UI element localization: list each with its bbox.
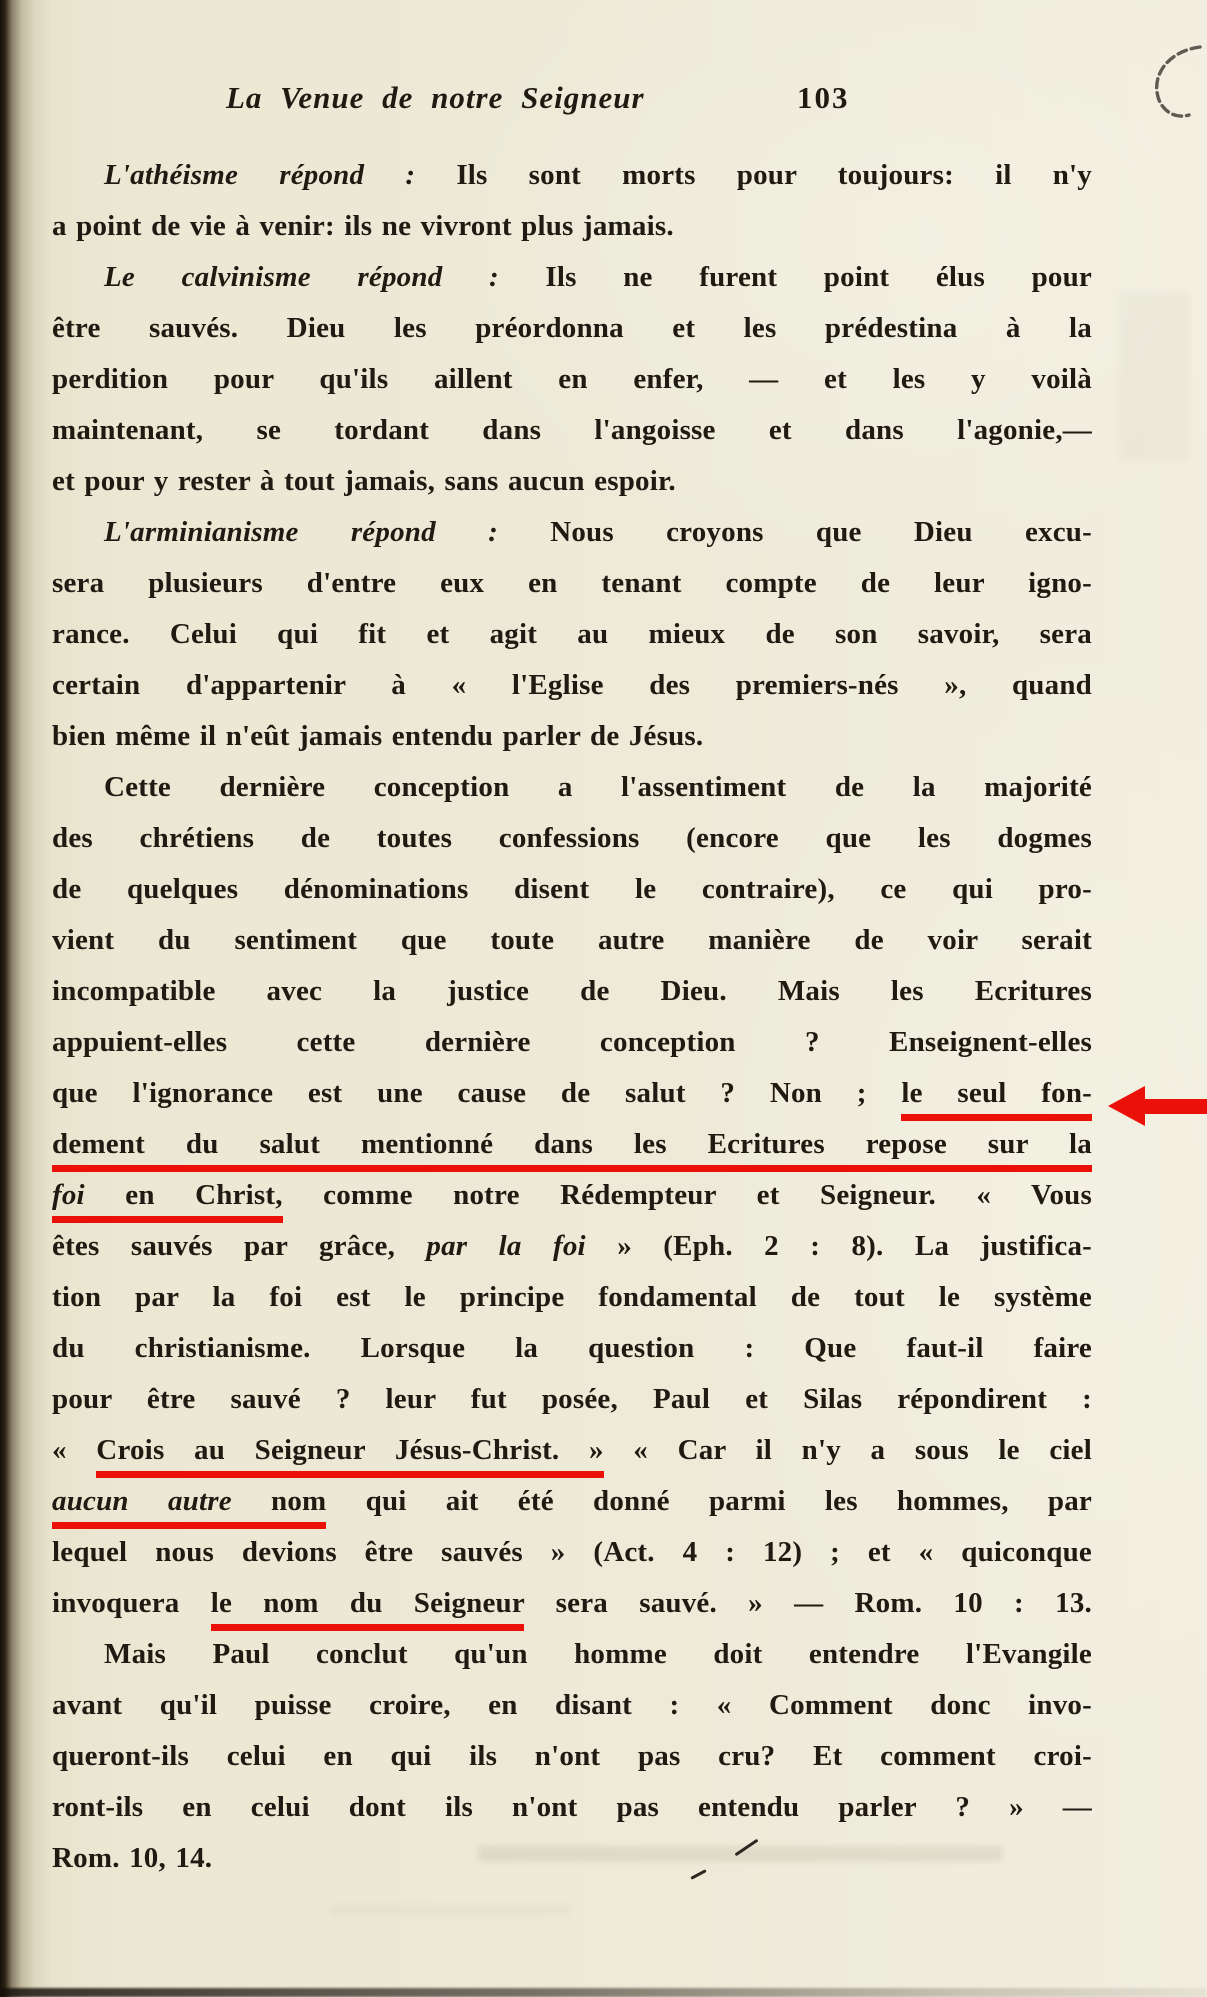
text-segment: Le calvinisme répond : [104, 261, 546, 293]
text-segment: être sauvés. Dieu les préordonna et les prédestina à la [52, 312, 1092, 344]
text-segment: comme notre Rédempteur et Seigneur. « Vous [282, 1179, 1092, 1211]
text-line [52, 201, 1092, 252]
text-segment: ront-ils en celui dont ils n'ont pas entendu parler ? » — [52, 1791, 1092, 1823]
ink-bleedthrough [1118, 292, 1190, 462]
text-segment: pour être sauvé ? leur fut posée, Paul et Silas répondirent : [52, 1383, 1092, 1415]
text-line [52, 405, 1092, 456]
text-line [52, 1017, 1092, 1068]
text-segment: perdition pour qu'ils aillent en enfer, — et les y voilà [52, 363, 1092, 395]
text-line [52, 150, 1092, 201]
text-segment: des chrétiens de toutes confessions (encore que les dogmes [52, 822, 1092, 854]
red-arrow-annotation [1108, 1084, 1207, 1128]
text-line [52, 864, 1092, 915]
text-segment: et pour y rester à tout jamais, sans aucun espoir. [52, 465, 676, 497]
text-line [52, 507, 1092, 558]
text-segment: de quelques dénominations disent le contraire), ce qui pro- [52, 873, 1092, 905]
text-line [52, 762, 1092, 813]
red-underlined-text: aucun autre [52, 1485, 232, 1529]
paragraph [52, 762, 1092, 1629]
text-line [52, 1476, 1092, 1527]
red-underlined-text: dement du salut mentionné dans les Ecritures repose sur la [52, 1128, 1092, 1172]
text-segment: qui ait été donné parmi les hommes, par [326, 1485, 1092, 1517]
text-segment: avant qu'il puisse croire, en disant : « Comment donc invo- [52, 1689, 1092, 1721]
text-line [52, 1272, 1092, 1323]
text-segment: que l'ignorance est une cause de salut ? Non ; [52, 1077, 902, 1109]
text-line [52, 1221, 1092, 1272]
text-segment: « [52, 1434, 97, 1466]
text-segment: sera plusieurs d'entre eux en tenant compte de leur igno- [52, 567, 1092, 599]
text-segment: appuient-elles cette dernière conception ? Enseignent-elles [52, 1026, 1092, 1058]
red-underlined-text: en Christ, [85, 1179, 283, 1223]
text-segment: certain d'appartenir à « l'Eglise des premiers-nés », quand [52, 669, 1092, 701]
text-segment: vient du sentiment que toute autre manière de voir serait [52, 924, 1092, 956]
text-segment: Ils ne furent point élus pour [545, 261, 1092, 293]
book-gutter-shadow [0, 0, 52, 1997]
text-line [52, 1119, 1092, 1170]
text-line [52, 813, 1092, 864]
text-segment: Nous croyons que Dieu excu- [550, 516, 1092, 548]
text-segment: tion par la foi est le principe fondamental de tout le système [52, 1281, 1092, 1313]
text-line [52, 711, 1092, 762]
body-text [52, 150, 1092, 1884]
text-line [52, 558, 1092, 609]
text-segment: queront-ils celui en qui ils n'ont pas cru? Et comment croi- [52, 1740, 1092, 1772]
text-segment: Cette dernière conception a l'assentiment de la majorité [104, 771, 1092, 803]
red-underlined-text: Crois au Seigneur Jésus-Christ. » [96, 1434, 603, 1478]
text-segment: a point de vie à venir: ils ne vivront plus jamais. [52, 210, 674, 242]
text-line [52, 609, 1092, 660]
red-underlined-text: le seul fon- [901, 1077, 1092, 1121]
text-line [52, 1782, 1092, 1833]
text-segment: L'athéisme répond : [104, 159, 457, 191]
text-line [52, 966, 1092, 1017]
text-segment: sera sauvé. » — Rom. 10 : 13. [524, 1587, 1092, 1619]
text-segment: rance. Celui qui fit et agit au mieux de son savoir, sera [52, 618, 1092, 650]
text-segment: Rom. 10, 14. [52, 1842, 213, 1874]
text-line [52, 252, 1092, 303]
text-line [52, 1323, 1092, 1374]
text-segment: lequel nous devions être sauvés » (Act. 4 : 12) ; et « quiconque [52, 1536, 1092, 1568]
red-underlined-text: nom [232, 1485, 327, 1529]
text-line [52, 354, 1092, 405]
text-segment: L'arminianisme répond : [104, 516, 551, 548]
text-segment: incompatible avec la justice de Dieu. Mais les Ecritures [52, 975, 1092, 1007]
text-line [52, 456, 1092, 507]
pen-curl-mark [1146, 38, 1207, 128]
text-segment: Ils sont morts pour toujours: il n'y [456, 159, 1092, 191]
text-line [52, 1578, 1092, 1629]
text-segment: par la foi [426, 1230, 586, 1262]
red-underlined-text: le nom du Seigneur [211, 1587, 525, 1631]
ink-bleedthrough [330, 1905, 570, 1915]
text-line [52, 1629, 1092, 1680]
text-line [52, 1731, 1092, 1782]
text-line [52, 1068, 1092, 1119]
text-segment: Mais Paul conclut qu'un homme doit entendre l'Evangile [104, 1638, 1092, 1670]
text-line [52, 1374, 1092, 1425]
page-number: 103 [797, 80, 850, 115]
text-line [52, 1680, 1092, 1731]
text-segment: « Car il n'y a sous le ciel [603, 1434, 1092, 1466]
running-header [0, 80, 1207, 128]
text-line [52, 1425, 1092, 1476]
page-bottom-edge [0, 1988, 1207, 1997]
text-line [52, 303, 1092, 354]
red-underlined-text: foi [52, 1179, 85, 1223]
text-segment: êtes sauvés par grâce, [52, 1230, 427, 1262]
text-segment: bien même il n'eût jamais entendu parler de Jésus. [52, 720, 704, 752]
text-segment: du christianisme. Lorsque la question : Que faut-il faire [52, 1332, 1092, 1364]
paragraph [52, 252, 1092, 507]
text-line [52, 1527, 1092, 1578]
text-segment: invoquera [52, 1587, 211, 1619]
paragraph [52, 150, 1092, 252]
text-line [52, 660, 1092, 711]
text-line [52, 915, 1092, 966]
text-segment: maintenant, se tordant dans l'angoisse et dans l'agonie,— [52, 414, 1092, 446]
running-title: La Venue de notre Seigneur [226, 80, 645, 115]
paragraph [52, 507, 1092, 762]
text-line [52, 1170, 1092, 1221]
text-segment: » (Eph. 2 : 8). La justifica- [585, 1230, 1092, 1262]
